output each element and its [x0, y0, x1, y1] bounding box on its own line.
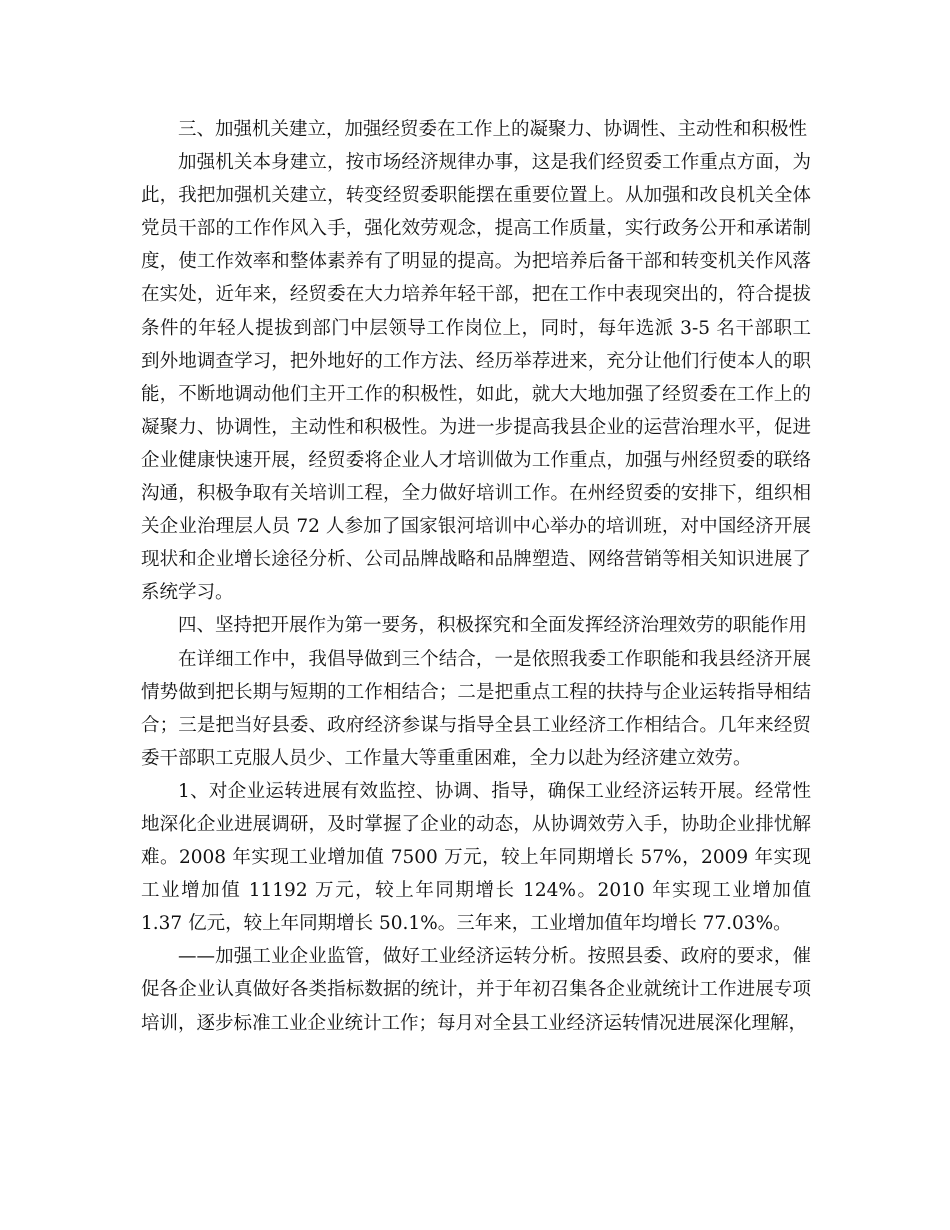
- paragraph-industrial-supervision: ——加强工业企业监管，做好工业经济运转分析。按照县委、政府的要求，催促各企业认真做好各类指标数据的统计，并于年初召集各企业就统计工作进展专项培训，逐步标准工业企业统计工作；每月对全县工业经济运转情况进展深化理解，: [141, 946, 811, 1034]
- paragraph-organization-building: 加强机关本身建立，按市场经济规律办事，这是我们经贸委工作重点方面，为此，我把加强机关建立，转变经贸委职能摆在重要位置上。从加强和改良机关全体党员干部的工作作风入手，强化效劳观念，提高工作质量，实行政务公开和承诺制度，使工作效率和整体素养有了明显的提高。为把培养后备干部和转变机关作风落在实处，近年来，经贸委在大力培养年轻干部，把在工作中表现突出的，符合提拔条件的年轻人提拔到部门中层领导工作岗位上，同时，每年选派 3-5 名干部职工到外地调查学习，把外地好的工作方法、经历举荐进来，充分让他们行使本人的职能，不断地调动他们主开工作的积极性，如此，就大大地加强了经贸委在工作上的凝聚力、协调性，主动性和积极性。为进一步提高我县企业的运营治理水平，促进企业健康快速开展，经贸委将企业人才培训做为工作重点，加强与州经贸委的联络沟通，积极争取有关培训工程，全力做好培训工作。在州经贸委的安排下，组织相关企业治理层人员 72 人参加了国家银河培训中心举办的培训班，对中国经济开展现状和企业增长途径分析、公司品牌战略和品牌塑造、网络营销等相关知识进展了系统学习。: [141, 152, 811, 604]
- section-heading-3: 三、加强机关建立，加强经贸委在工作上的凝聚力、协调性、主动性和积极性: [178, 119, 808, 140]
- paragraph-enterprise-monitoring: 1、对企业运转进展有效监控、协调、指导，确保工业经济运转开展。经常性地深化企业进展调研，及时掌握了企业的动态，从协调效劳入手，协助企业排忧解难。2008 年实现工业增加值 7500 万元，较上年同期增长 57%，2009 年实现工业增加值 11192 万元，较上年同期增长 124%。2010 年实现工业增加值 1.37 亿元，较上年同期增长 50.1%。三年来，工业增加值年均增长 77.03%。: [141, 780, 811, 935]
- paragraph-three-combinations: 在详细工作中，我倡导做到三个结合，一是依照我委工作职能和我县经济开展情势做到把长期与短期的工作相结合；二是把重点工程的扶持与企业运转指导相结合；三是把当好县委、政府经济参谋与指导全县工业经济工作相结合。几年来经贸委干部职工克服人员少、工作量大等重重困难，全力以赴为经济建立效劳。: [141, 648, 811, 769]
- section-heading-4: 四、坚持把开展作为第一要务，积极探究和全面发挥经济治理效劳的职能作用: [178, 615, 808, 637]
- document-body: [141, 113, 811, 1040]
